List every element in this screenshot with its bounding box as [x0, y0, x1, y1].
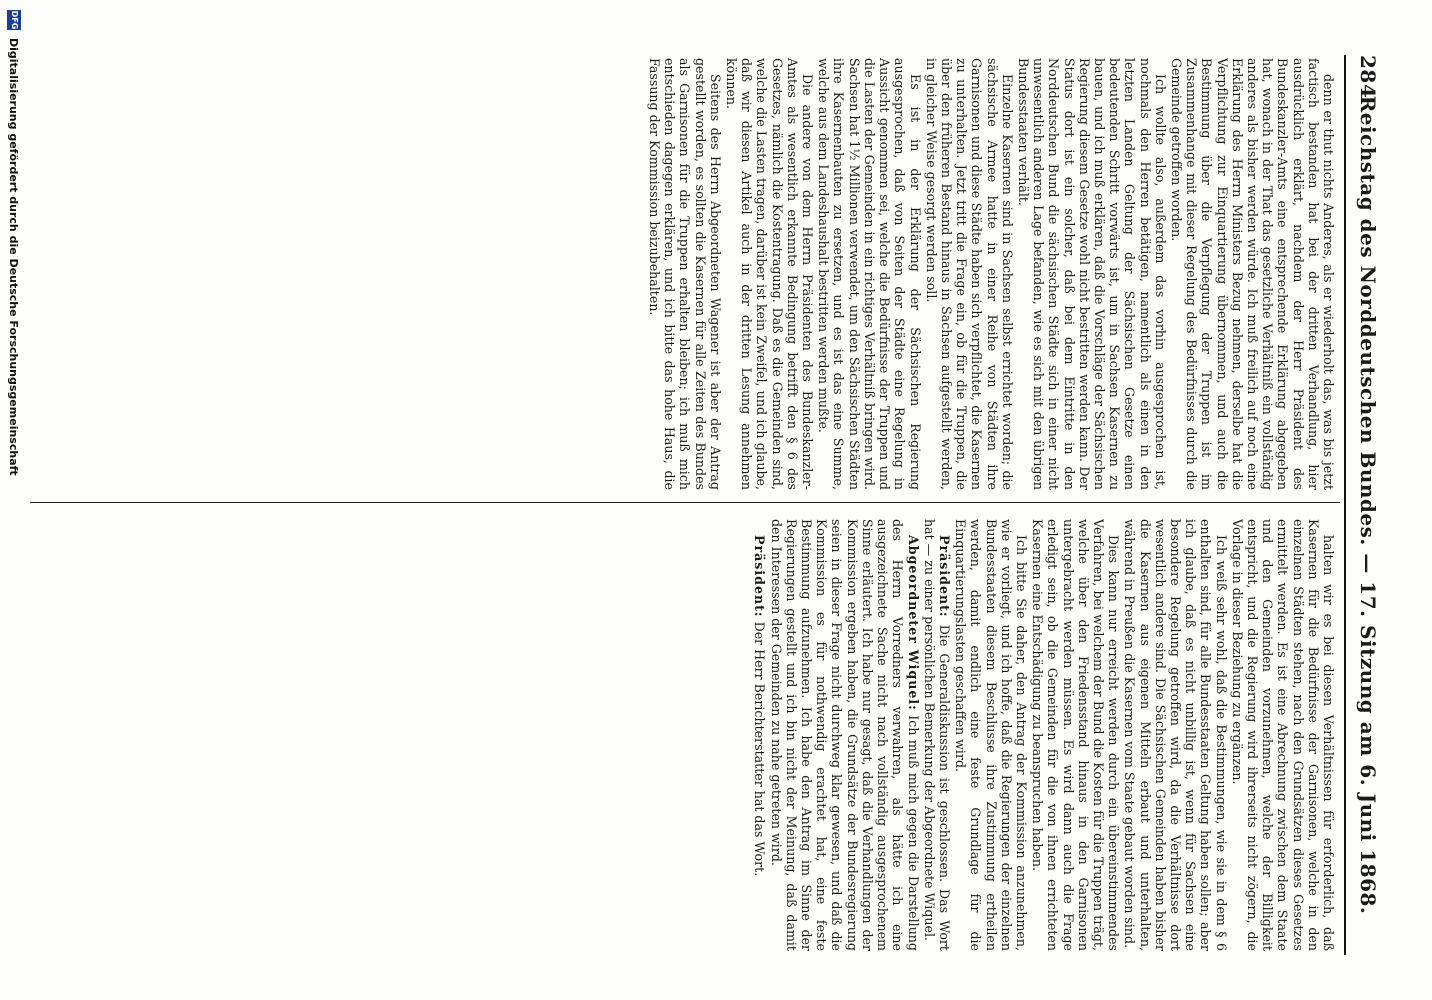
- page-header: [1350, 55, 1390, 955]
- paragraph: Ich bitte Sie daher, den Antrag der Kommission anzunehmen, wie er vorliegt, und ich hoffe, daß die Regierungen der einzelnen Bundesstaaten diesem Beschlusse ihre Zustimmung ertheilen werden, damit endlich eine feste Grundlage für die Einquartierungslasten geschaffen wird.: [953, 519, 1029, 951]
- left-column: [30, 58, 1336, 490]
- paragraph: Die andere von dem Herrn Präsidenten des Bundeskanzler-Amtes als wesentlich erkannte Bedingung betrifft den § 6 des Gesetzes, nämlich die Kostentragung. Daß es die Gemeinden sind, welche die Lasten tragen, darüber ist kein Zweifel, und ich glaube, daß wir diesen Artikel auch in der dritten Lesung annehmen können.: [724, 58, 816, 490]
- paragraph: denn er thut nichts Anderes, als er wiederholt das, was bis jetzt factisch bestanden hat bei der dritten Verhandlung, hier ausdrücklich erklärt, nachdem der Herr Präsident des Bundeskanzler-Amts eine entsprechende Erklärung abgegeben hat, wonach in der That das gesetzliche Verhältniß ein vollständig anderes als bisher werden würde. Ich muß freilich auf noch eine Erklärung des Herrn Ministers Bezug nehmen, derselbe hat die Verpflichtung zur Einquartierung übernommen, und auch die Bestimmung über die Verpflegung der Truppen ist im Zusammenhange mit dieser Regelung des Bedürfnisses durch die Gemeinde getroffen worden.: [1168, 58, 1336, 490]
- paragraph: Es ist in der Erklärung der Sächsischen Regierung ausgesprochen, daß von Seiten der Städte eine Regelung in Aussicht genommen sei, welche die Bedürfnisse der Truppen und die Lasten der Gemeinden in ein richtiges Verhältniß bringen wird. Sachsen hat 1½ Millionen verwendet, um den Sächsischen Städten ihre Kasernenbauten zu ersetzen, und es ist das eine Summe, welche aus dem Landeshaushalt bestritten werden mußte.: [816, 58, 923, 490]
- president-statement: [752, 519, 767, 951]
- digitization-note: Digitalisierung gefördert durch die Deutsche Forschungsgemeinschaft: [7, 38, 20, 476]
- statement-text: Die Generaldiskussion ist geschlossen. Das Wort hat — zu einer persönlichen Bemerkung der Abgeordnete Wiquel.: [921, 519, 952, 951]
- paragraph: halten wir es bei diesen Verhältnissen für erforderlich, daß Kasernen für die Bedürfnisse der Garnisonen, welche in den einzelnen Städten stehen, nach den Grundsätzen dieses Gesetzes ermittelt werden. Es ist eine Abrechnung zwischen dem Staate und den Gemeinden vorzunehmen, welche der Billigkeit entspricht, und die Regierung wird ihrerseits nicht zögern, die Vorlage in dieser Beziehung zu ergänzen.: [1229, 519, 1336, 951]
- dfg-logo-icon: DFG: [7, 10, 21, 30]
- president-statement: [922, 519, 952, 951]
- column-divider: [30, 502, 1340, 503]
- right-column: [30, 519, 1336, 951]
- wiquel-statement: [768, 519, 920, 951]
- speaker-label: Präsident:: [752, 535, 768, 618]
- page-number: 284: [1356, 55, 1380, 99]
- paragraph: Dies kann nur erreicht werden durch ein übereinstimmendes Verfahren, bei welchem der Bund die Kosten für die Truppen trägt, welche über den Friedensstand hinaus in den Garnisonen untergebracht werden müssen. Es wird dann auch die Frage erledigt sein, ob die Gemeinden für die von ihnen errichteten Kasernen eine Entschädigung zu beanspruchen haben.: [1030, 519, 1122, 951]
- statement-text: Ich muß mich gegen die Darstellung des Herrn Vorredners verwahren, als hätte ich eine ausgezeichnete Sache nicht nach vollständig ausgesprochenem Sinne erläutert. Ich habe nur gesagt, daß die Verhandlungen der Kommission ergeben haben, die Grundsätze der Bundesregierung seien in dieser Frage nicht durchweg klar gewesen, und daß die Kommission es für nothwendig erachtet hat, eine feste Bestimmung aufzunehmen. Ich habe den Antrag im Sinne der Regierungen gestellt und ich bin nicht der Meinung, daß damit den Interessen der Gemeinden zu nahe getreten wird.: [768, 519, 921, 951]
- running-title: Reichstag des Norddeutschen Bundes. — 17. Sitzung am 6. Juni 1868.: [1356, 95, 1380, 915]
- paragraph: Seitens des Herrn Abgeordneten Wagener ist aber der Antrag gestellt worden, es sollten die Kasernen für alle Zeiten des Bundes als Garnisonen für die Truppen erhalten bleiben; ich muß mich entschieden dagegen erklären, und ich bitte das hohe Haus, die Fassung der Kommission beizubehalten.: [647, 58, 723, 490]
- header-rule: [1344, 55, 1346, 955]
- speaker-label: Präsident:: [936, 535, 952, 618]
- speaker-label: Abgeordneter Wiquel:: [905, 535, 921, 711]
- statement-text: Der Herr Berichterstatter hat das Wort.: [752, 621, 768, 877]
- digitization-footer: [2, 0, 22, 1000]
- paragraph: Ich wollte also, außerdem das vorhin ausgesprochen ist, nochmals den Herren betätigen, namentlich als einen in den letzten Landen Geltung der Sächsischen Gesetze einen bedeutenden Schritt vorwärts ist, um in Sachsen Kasernen zu bauen, und ich muß erklären, daß die Vorschläge der Sächsischen Regierung diesem Gesetze wohl nicht bestritten werden kann. Der Status dort ist ein solcher, daß bei dem Eintritte in den Norddeutschen Bund die sächsischen Städte sich in einer nicht unwesentlich anderen Lage befanden, wie es sich mit den übrigen Bundesstaaten verhält.: [1015, 58, 1168, 490]
- paragraph: Einzelne Kasernen sind in Sachsen selbst errichtet worden; die sächsische Armee hatte in einer Reihe von Städten ihre Garnisonen und diese Städte haben sich verpflichtet, die Kasernen zu unterhalten. Jetzt tritt die Frage ein, ob für die Truppen, die über den früheren Bestand hinaus in Sachsen aufgestellt werden, in gleicher Weise gesorgt werden soll.: [923, 58, 1015, 490]
- paragraph: Ich weiß sehr wohl, daß die Bestimmungen, wie sie in dem § 6 enthalten sind, für alle Bundesstaaten Geltung haben sollen; aber ich glaube, daß es nicht unbillig ist, wenn für Sachsen eine besondere Regelung getroffen wird, da die Verhältnisse dort wesentlich andere sind. Die Sächsischen Gemeinden haben bisher die Kasernen aus eigenen Mitteln erbaut und unterhalten, während in Preußen die Kasernen vom Staate gebaut worden sind.: [1122, 519, 1229, 951]
